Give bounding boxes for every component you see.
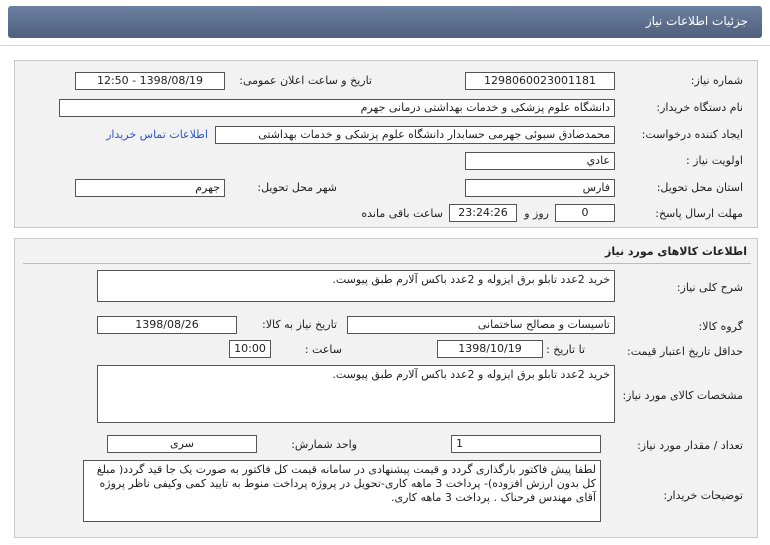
until-date-field: 1398/10/19 bbox=[437, 340, 543, 358]
specs-field: خريد 2عدد تابلو برق ايزوله و 2عدد باکس آلارم طبق پيوست. bbox=[97, 365, 615, 423]
priority-field: عادي bbox=[465, 152, 615, 170]
day-label: روز و bbox=[524, 207, 549, 220]
unit-label: واحد شمارش: bbox=[291, 438, 357, 451]
specs-label: مشخصات کالای مورد نياز: bbox=[622, 389, 743, 402]
creator-field: محمدصادق سبوئی جهرمی حسابدار دانشگاه علوم پزشکی و خدمات بهداشتی bbox=[215, 126, 615, 144]
time-label: ساعت : bbox=[304, 343, 342, 356]
section-divider bbox=[23, 263, 751, 264]
deadline-time-field: 23:24:26 bbox=[449, 204, 517, 222]
summary-field: خريد 2عدد تابلو برق ايزوله و 2عدد باکس آلارم طبق پيوست. bbox=[97, 270, 615, 302]
buyer-field: دانشگاه علوم پزشکی و خدمات بهداشتی درمانی جهرم bbox=[59, 99, 615, 117]
city-label: شهر محل تحويل: bbox=[257, 181, 337, 194]
goods-section-title: اطلاعات کالاهای مورد نياز bbox=[605, 245, 747, 258]
page-header bbox=[0, 0, 770, 46]
need-date-label: تاريخ نياز به کالا: bbox=[262, 318, 337, 331]
quantity-label: تعداد / مقدار مورد نياز: bbox=[637, 439, 743, 452]
buyer-notes-label: توضيحات خريدار: bbox=[663, 489, 743, 502]
header-bar bbox=[8, 6, 762, 38]
creator-label: ايجاد کننده درخواست: bbox=[641, 128, 743, 141]
summary-label: شرح کلی نياز: bbox=[676, 281, 743, 294]
quantity-field: 1 bbox=[451, 435, 601, 453]
need-date-field: 1398/08/26 bbox=[97, 316, 237, 334]
province-label: استان محل تحويل: bbox=[656, 181, 743, 194]
group-field: تاسيسات و مصالح ساختمانی bbox=[347, 316, 615, 334]
group-label: گروه کالا: bbox=[698, 320, 743, 333]
deadline-label: مهلت ارسال پاسخ: bbox=[655, 207, 743, 220]
deadline-days-field: 0 bbox=[555, 204, 615, 222]
buyer-label: نام دستگاه خريدار: bbox=[656, 101, 743, 114]
price-validity-label: حداقل تاريخ اعتبار قيمت: bbox=[627, 345, 743, 358]
unit-field: سری bbox=[107, 435, 257, 453]
general-info-panel bbox=[14, 60, 758, 228]
remaining-label: ساعت باقی مانده bbox=[361, 207, 443, 220]
priority-label: اولويت نياز : bbox=[685, 154, 743, 167]
announce-datetime-field: 1398/08/19 - 12:50 bbox=[75, 72, 225, 90]
announce-label: تاريخ و ساعت اعلان عمومی: bbox=[239, 74, 372, 87]
need-number-label: شماره نياز: bbox=[690, 74, 743, 87]
buyer-contact-link[interactable]: اطلاعات تماس خريدار bbox=[106, 128, 208, 141]
until-date-label: تا تاريخ : bbox=[546, 343, 585, 356]
buyer-notes-field: لطفا پيش فاکتور بارگذاری گردد و قيمت پيشنهادی در سامانه قيمت کل فاکتور به صورت يک جا قيد گردد( مبلغ کل بدون ارزش افزوده)- پرداخت 3 ماهه کاری-تحويل در پروژه پرداخت منوط به تاييد کمی وکيفی ناظر پروژه آقای مهندس فرحناک . پرداخت 3 ماهه کاری. bbox=[83, 460, 601, 522]
province-field: فارس bbox=[465, 179, 615, 197]
need-number-field: 1298060023001181 bbox=[465, 72, 615, 90]
page-title: جزئيات اطلاعات نياز bbox=[645, 14, 748, 28]
city-field: جهرم bbox=[75, 179, 225, 197]
goods-info-panel bbox=[14, 238, 758, 538]
time-field: 10:00 bbox=[229, 340, 271, 358]
